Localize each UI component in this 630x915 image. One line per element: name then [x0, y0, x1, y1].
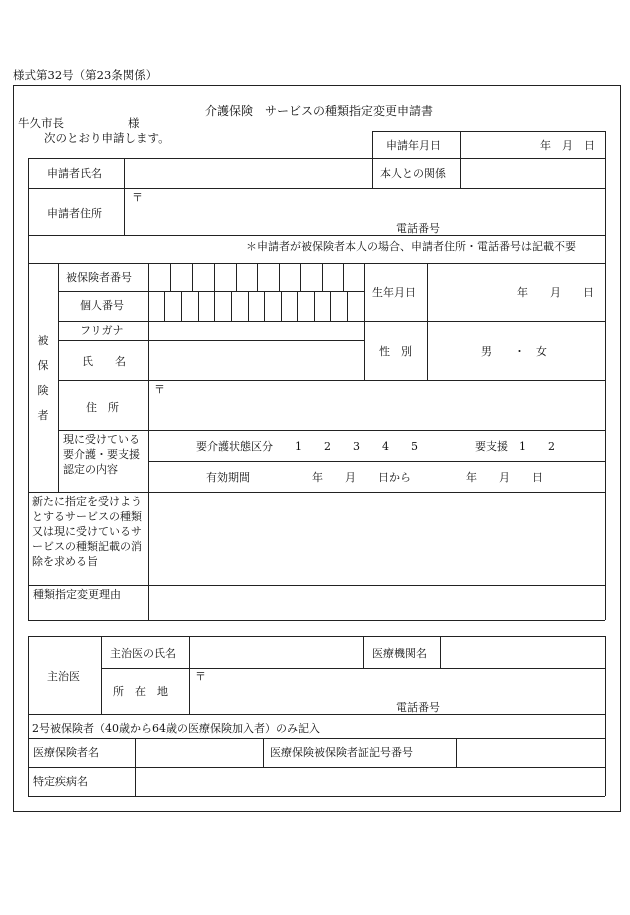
- insurer-name-field[interactable]: [139, 741, 259, 764]
- current-certification-label: 現に受けている要介護・要支援認定の内容: [63, 433, 140, 476]
- physician-location-field[interactable]: [209, 670, 600, 698]
- validity-label: 有効期間: [206, 471, 250, 484]
- insured-address-label: 住 所: [86, 401, 119, 414]
- applicant-address-label: 申請者住所: [47, 207, 102, 220]
- relationship-label: 本人との関係: [380, 167, 446, 180]
- validity-from-field[interactable]: 年 月 日から: [312, 471, 411, 484]
- applicant-phone-label: 電話番号: [396, 222, 440, 235]
- request-statement: 次のとおり申請します。: [44, 131, 170, 145]
- physician-phone-label: 電話番号: [396, 701, 440, 714]
- change-reason-label: 種類指定変更理由: [33, 588, 121, 601]
- insured-name-label: 氏 名: [82, 355, 126, 368]
- form-number: 様式第32号（第23条関係）: [13, 68, 158, 82]
- insurer-name-label: 医療保険者名: [33, 746, 99, 759]
- applicant-name-label: 申請者氏名: [47, 167, 102, 180]
- insured-number-label: 被保険者番号: [66, 271, 132, 284]
- specific-disease-field[interactable]: [139, 770, 601, 793]
- note-text: ＊申請者が被保険者本人の場合、申請者住所・電話番号は記載不要: [246, 240, 576, 253]
- validity-to-field[interactable]: 年 月 日: [466, 471, 543, 484]
- applicant-name-field[interactable]: [130, 162, 366, 184]
- personal-number-boxes[interactable]: [149, 292, 363, 320]
- personal-number-label: 個人番号: [80, 299, 124, 312]
- medical-institution-field[interactable]: [444, 640, 601, 664]
- physician-name-label: 主治医の氏名: [110, 647, 176, 660]
- type2-note: 2号被保険者（40歳から64歳の医療保険加入者）のみ記入: [32, 722, 320, 735]
- birth-date-label: 生年月日: [372, 286, 416, 299]
- insured-card-number-label: 医療保険被保険者証記号番号: [270, 746, 413, 759]
- insured-name-field[interactable]: [152, 343, 360, 377]
- change-reason-field[interactable]: [152, 588, 600, 617]
- physician-location-label: 所 在 地: [113, 685, 168, 698]
- addressee: 牛久市長: [18, 116, 64, 130]
- insured-address-field[interactable]: [168, 383, 600, 428]
- physician-postal-mark: 〒: [195, 670, 206, 683]
- honorific: 様: [128, 116, 140, 130]
- insured-vertical-label: 被 保 険 者: [37, 334, 49, 422]
- postal-mark: 〒: [132, 191, 143, 204]
- applicant-address-field[interactable]: [146, 191, 600, 211]
- furigana-label: フリガナ: [80, 324, 124, 337]
- gender-label: 性 別: [379, 345, 412, 358]
- insured-number-boxes[interactable]: [149, 264, 363, 290]
- support-level-options[interactable]: 要支援 1 2: [475, 440, 555, 453]
- application-date-label: 申請年月日: [386, 139, 441, 152]
- relationship-field[interactable]: [466, 162, 600, 184]
- care-level-options[interactable]: 要介護状態区分 1 2 3 4 5: [196, 440, 418, 453]
- form-title: 介護保険 サービスの種類指定変更申請書: [205, 104, 434, 118]
- service-request-field[interactable]: [152, 495, 600, 581]
- application-date-field[interactable]: 年 月 日: [540, 139, 595, 152]
- attending-physician-label: 主治医: [47, 670, 80, 683]
- specific-disease-label: 特定疾病名: [33, 775, 88, 788]
- medical-institution-label: 医療機関名: [372, 647, 427, 660]
- insured-card-number-field[interactable]: [460, 741, 601, 764]
- gender-options[interactable]: 男 ・ 女: [481, 345, 547, 358]
- physician-name-field[interactable]: [193, 640, 359, 664]
- birth-date-field[interactable]: 年 月 日: [517, 286, 594, 299]
- furigana-field[interactable]: [152, 323, 360, 338]
- service-request-label: 新たに指定を受けようとするサービスの種類又は現に受けているサービスの種類記載の消除を求める旨: [32, 495, 142, 568]
- insured-postal-mark: 〒: [154, 383, 165, 396]
